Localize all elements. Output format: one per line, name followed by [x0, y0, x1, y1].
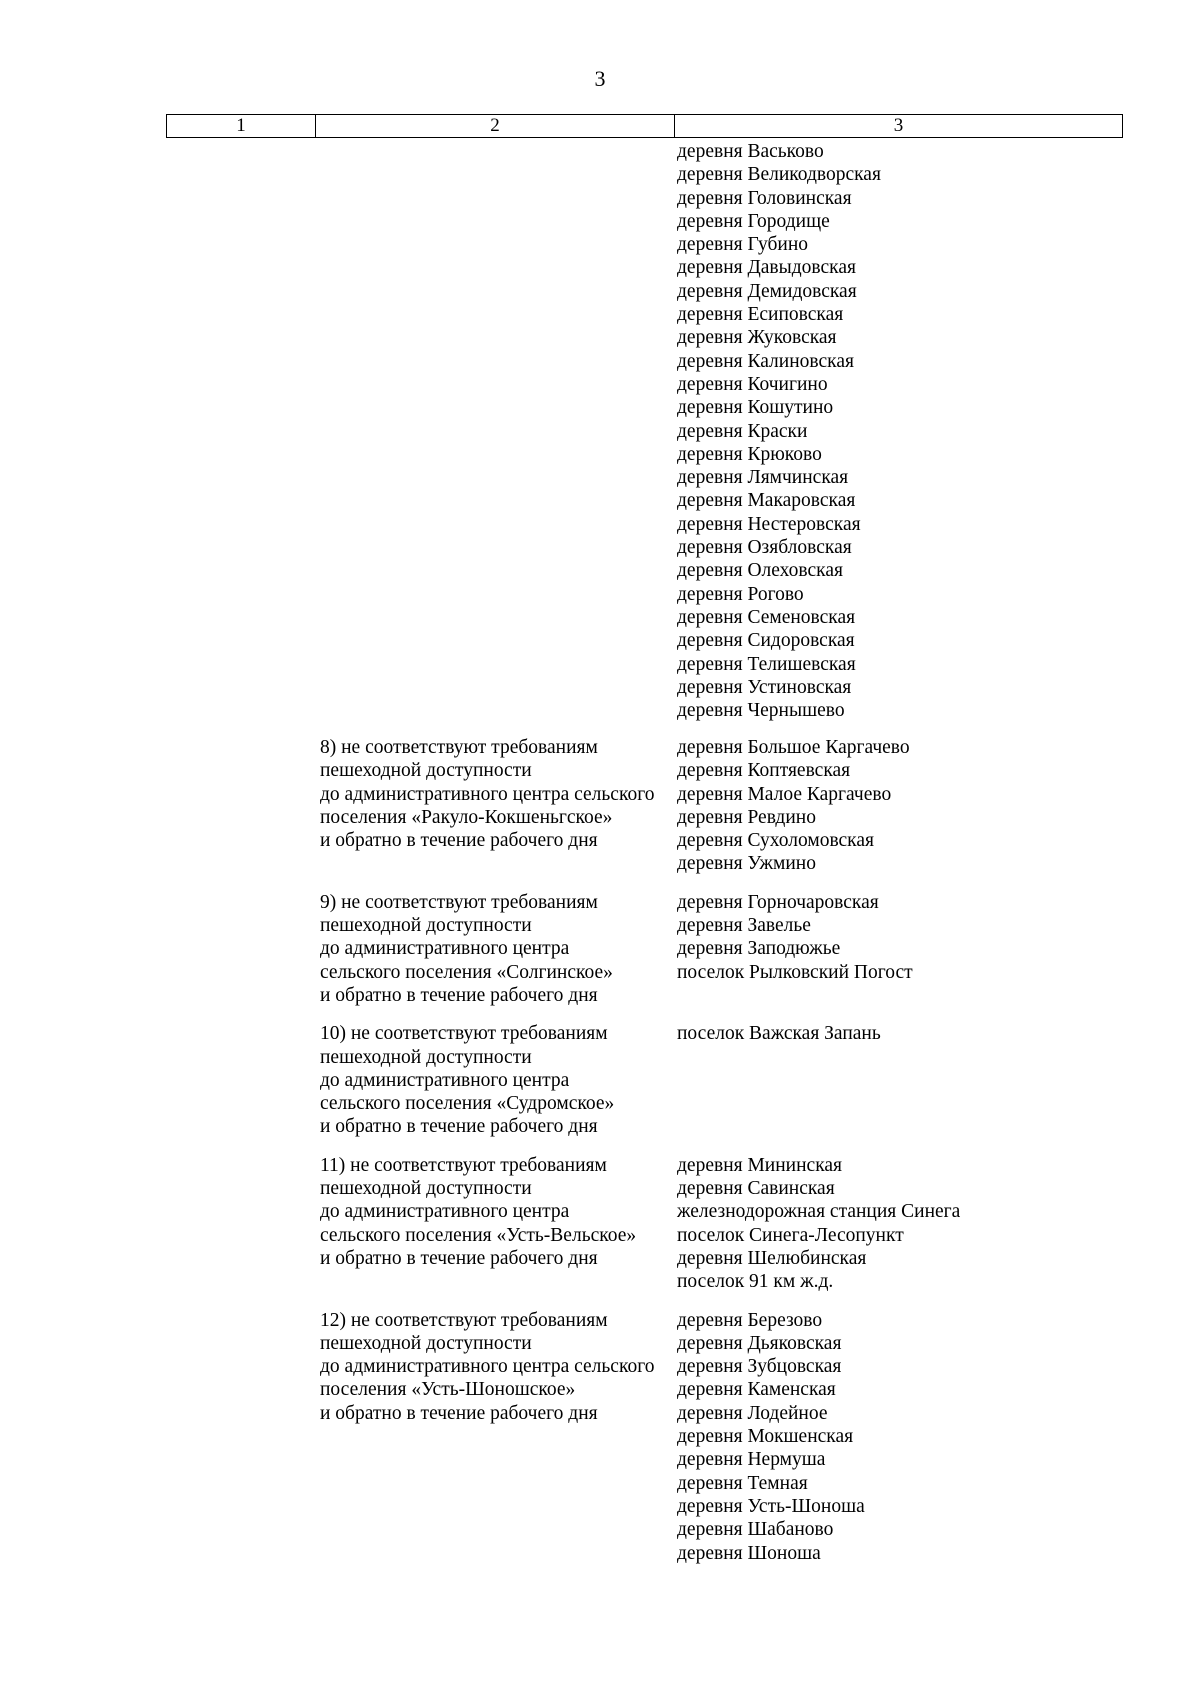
settlement-item: деревня Нермуша — [677, 1449, 826, 1471]
settlement-list — [677, 1309, 1200, 1565]
page-number: 3 — [594, 66, 606, 91]
settlement-item: деревня Олеховская — [677, 560, 843, 582]
column-number-3: 3 — [893, 115, 904, 136]
settlement-list — [677, 891, 1200, 1007]
requirement-description — [320, 736, 654, 852]
description-line: до административного центра — [320, 938, 570, 960]
requirement-row — [0, 1022, 1200, 1138]
settlement-item: деревня Сухоломовская — [677, 830, 874, 852]
description-line: и обратно в течение рабочего дня — [320, 1116, 598, 1138]
spacer-line — [677, 1115, 1200, 1138]
description-line: 12) не соответствуют требованиям — [320, 1309, 608, 1331]
settlement-item: деревня Головинская — [677, 187, 852, 209]
settlement-item: деревня Каменская — [677, 1379, 836, 1401]
description-line: сельского поселения «Судромское» — [320, 1093, 615, 1115]
description-line: и обратно в течение рабочего дня — [320, 984, 598, 1006]
description-line: до административного центра сельского — [320, 783, 655, 805]
settlement-item: поселок Синега-Лесопункт — [677, 1224, 904, 1246]
settlement-item: деревня Устиновская — [677, 676, 852, 698]
settlement-item: деревня Жуковская — [677, 327, 837, 349]
settlement-item: деревня Савинская — [677, 1178, 835, 1200]
description-line: 11) не соответствуют требованиям — [320, 1154, 607, 1176]
spacer-line — [677, 1092, 1200, 1115]
settlement-item: деревня Демидовская — [677, 280, 857, 302]
settlement-item: деревня Заподюжье — [677, 938, 841, 960]
settlement-item: деревня Завелье — [677, 915, 811, 937]
settlement-item: деревня Дьяковская — [677, 1332, 842, 1354]
settlement-item: деревня Малое Каргачево — [677, 783, 892, 805]
requirement-description — [320, 1154, 636, 1270]
settlement-item: деревня Усть-Шоноша — [677, 1495, 865, 1517]
settlement-item: деревня Васьково — [677, 141, 824, 162]
settlement-item: деревня Березово — [677, 1309, 823, 1331]
settlement-list — [677, 1154, 1200, 1294]
settlement-item: деревня Шабаново — [677, 1519, 834, 1541]
settlement-item: деревня Горночаровская — [677, 891, 879, 913]
settlement-item: деревня Калиновская — [677, 350, 854, 372]
settlement-item: деревня Мокшенская — [677, 1426, 854, 1448]
settlement-list-continued — [677, 140, 881, 722]
settlement-item: деревня Большое Каргачево — [677, 737, 910, 758]
requirement-row — [0, 736, 1200, 876]
description-line: пешеходной доступности — [320, 1332, 532, 1354]
description-line: 8) не соответствуют требованиям — [320, 737, 598, 758]
description-line: сельского поселения «Усть-Вельское» — [320, 1224, 637, 1246]
description-line: 9) не соответствуют требованиям — [320, 891, 598, 913]
settlement-item: деревня Кошутино — [677, 397, 834, 419]
settlement-item: деревня Лямчинская — [677, 467, 849, 489]
settlement-item: деревня Губино — [677, 234, 809, 256]
settlement-item: поселок 91 км ж.д. — [677, 1271, 834, 1293]
settlement-item: деревня Озябловская — [677, 537, 852, 559]
settlement-item: деревня Зубцовская — [677, 1356, 842, 1378]
spacer-line — [677, 1046, 1200, 1069]
description-line: пешеходной доступности — [320, 915, 532, 937]
settlement-item: деревня Рогово — [677, 583, 804, 605]
description-line: до административного центра — [320, 1069, 570, 1091]
description-line: и обратно в течение рабочего дня — [320, 1402, 598, 1424]
requirement-blocks — [0, 736, 1200, 1580]
settlement-item: поселок Рылковский Погост — [677, 961, 913, 983]
settlement-item: деревня Нестеровская — [677, 513, 861, 535]
settlement-item: деревня Лодейное — [677, 1402, 828, 1424]
requirement-row — [0, 1309, 1200, 1565]
settlement-item: деревня Коптяевская — [677, 760, 851, 782]
spacer-line — [677, 1069, 1200, 1092]
description-line: 10) не соответствуют требованиям — [320, 1023, 608, 1045]
settlement-item: деревня Есиповская — [677, 304, 844, 326]
requirement-row — [0, 1154, 1200, 1294]
description-line: до административного центра сельского — [320, 1356, 655, 1378]
settlement-item: деревня Давыдовская — [677, 257, 856, 279]
description-line: пешеходной доступности — [320, 760, 532, 782]
description-line: сельского поселения «Солгинское» — [320, 961, 613, 983]
settlement-item: деревня Шелюбинская — [677, 1247, 867, 1269]
description-line: и обратно в течение рабочего дня — [320, 1247, 598, 1269]
description-line: и обратно в течение рабочего дня — [320, 830, 598, 852]
settlement-item: деревня Краски — [677, 420, 808, 442]
settlement-item: деревня Макаровская — [677, 490, 856, 512]
column-number-2: 2 — [316, 115, 675, 137]
settlement-item: деревня Чернышево — [677, 700, 845, 722]
requirement-row — [0, 891, 1200, 1007]
column-number-1: 1 — [167, 115, 316, 137]
settlement-item: деревня Городище — [677, 210, 830, 232]
settlement-item: деревня Мининская — [677, 1154, 843, 1176]
requirement-description — [320, 1022, 614, 1138]
settlement-item: деревня Темная — [677, 1472, 808, 1494]
settlement-item: деревня Сидоровская — [677, 630, 855, 652]
description-line: пешеходной доступности — [320, 1178, 532, 1200]
settlement-item: деревня Семеновская — [677, 606, 856, 628]
settlement-item: деревня Крюково — [677, 443, 822, 465]
table-column-header — [166, 114, 1123, 138]
settlement-list — [677, 1022, 1200, 1138]
settlement-item: деревня Ужмино — [677, 853, 816, 875]
settlement-item: поселок Важская Запань — [677, 1023, 881, 1045]
settlement-item: деревня Кочигино — [677, 373, 828, 395]
spacer-line — [677, 984, 1200, 1007]
settlement-item: деревня Шоноша — [677, 1542, 821, 1564]
description-line: до административного центра — [320, 1201, 570, 1223]
settlement-list — [677, 736, 1200, 876]
settlement-item: железнодорожная станция Синега — [677, 1201, 961, 1223]
settlement-item: деревня Ревдино — [677, 806, 816, 828]
description-line: пешеходной доступности — [320, 1046, 532, 1068]
requirement-description — [320, 891, 613, 1007]
description-line: поселения «Ракуло-Кокшеньгское» — [320, 806, 613, 828]
description-line: поселения «Усть-Шоношское» — [320, 1379, 576, 1401]
settlement-item: деревня Великодворская — [677, 164, 881, 186]
settlement-item: деревня Телишевская — [677, 653, 856, 675]
requirement-description — [320, 1309, 654, 1425]
